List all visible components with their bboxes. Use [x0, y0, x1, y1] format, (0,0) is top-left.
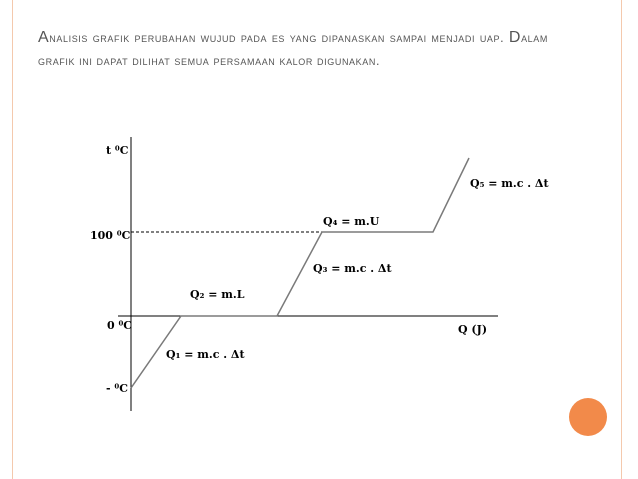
decorative-orange-circle [569, 398, 607, 436]
y-axis-label: t ⁰C [106, 144, 129, 157]
paragraph-sentence-2: alam grafik ini dapat dilihat semua persamaan kalor digunakan. [38, 31, 548, 68]
tick-label-100: 100 ⁰C [90, 229, 131, 242]
segment-label-q5: Q₅ = m.c . Δt [470, 177, 549, 190]
tick-label-0: 0 ⁰C [107, 319, 133, 332]
segment-label-q4: Q₄ = m.U [323, 215, 380, 228]
tick-label-negative: - ⁰C [106, 382, 128, 395]
segment-label-q2: Q₂ = m.L [190, 288, 245, 301]
paragraph-initial-a: A [38, 29, 50, 46]
segment-label-q3: Q₃ = m.c . Δt [313, 262, 392, 275]
x-axis-label: Q (J) [458, 323, 488, 336]
segment-label-q1: Q₁ = m.c . Δt [166, 348, 245, 361]
paragraph-initial-d: D [508, 29, 522, 46]
paragraph-sentence-1: nalisis grafik perubahan wujud pada es yang dipanaskan sampai menjadi uap. [49, 31, 509, 45]
